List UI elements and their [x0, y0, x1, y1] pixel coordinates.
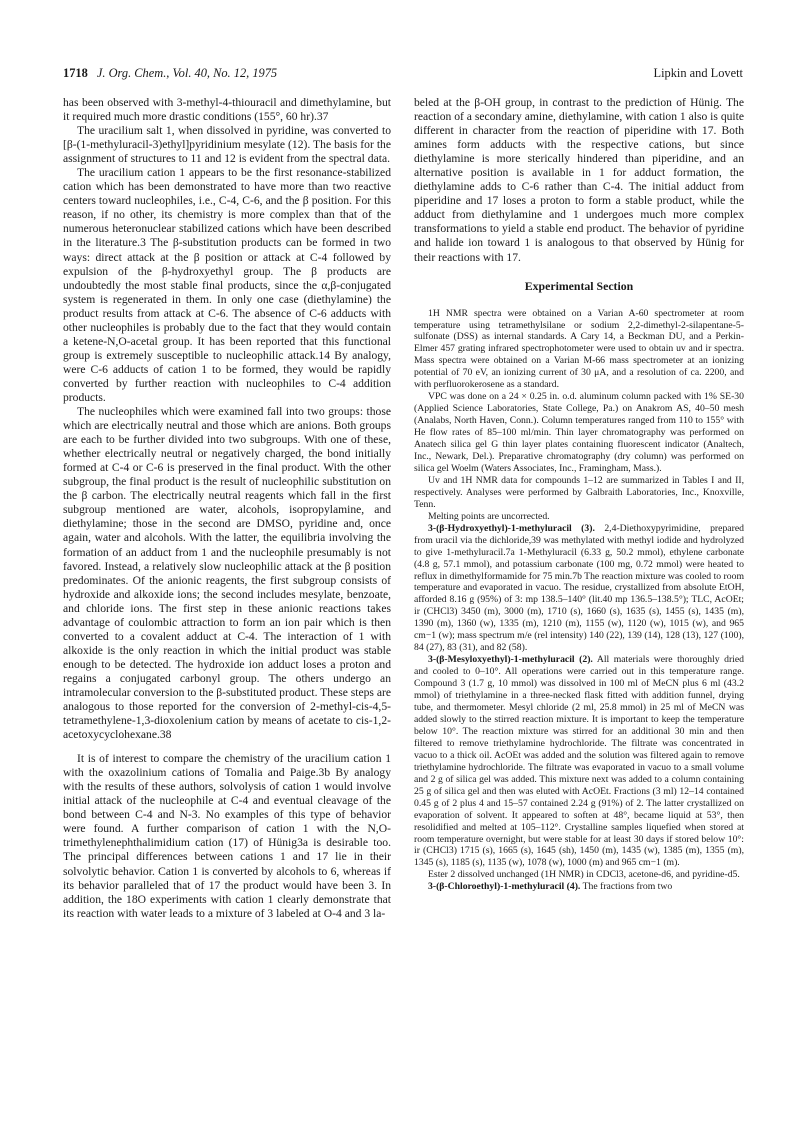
compound-text: 2,4-Diethoxypyrimidine, prepared from uracil via the dichloride,39 was methylated with methyl iodide and hydrolyzed to give 1-methyluracil.7a 1-Methyluracil (6.33 g, 50.2 mmol), ethylene carbonate (4.8 g, 57.1 mmol), and potassium carbonate (100 mg, 0.72 mmol) were heated to reflux in dimethylformamide for 75 min.7b The reaction mixture was cooled to room temperature and evaporated in vacuo. The residue, crystallized from absolute EtOH, afforded 8.16 g (95%) of 3: mp 138.5–140° (lit.40 mp 136.5–138.5°); TLC, AcOEt; ir (CHCl3) 3450 (m), 3000 (m), 1710 (s), 1660 (s), 1635 (s), 1455 (s), 1435 (m), 1390 (m), 1360 (w), 1335 (m), 1210 (m), 1155 (w), 1120 (w), 1015 (w), and 965 cm−1 (w); mass spectrum m/e (rel intensity) 140 (22), 139 (14), 128 (13), 127 (100), 84 (27), 83 (31), and 82 (58).	[414, 522, 744, 654]
compound-heading: 3-(β-Hydroxyethyl)-1-methyluracil (3).	[428, 522, 595, 534]
compound-paragraph	[414, 881, 744, 893]
page-number: 1718	[63, 66, 88, 80]
body-paragraph: The nucleophiles which were examined fall into two groups: those which are electrically neutral and those which are anions. Both groups are each to be further divided into two subgroups. With one of these, whether electrically neutral or negatively charged, the bond initially formed at C-4 or C-6 is preserved in the final product. With the other subgroup, the final product is the result of nucleophilic substitution on the β carbon. The electrically neutral reagents which fall in the first subgroup mentioned are water, alcohols, isopropylamine, and diethylamine; those in the second are DMSO, pyridine and, once again, water and alcohols. With the latter, the equilibria involving the formation of an adduct from 1 and the nucleophile presumably is not favored. Instead, a relatively slow nucleophilic attack at the β position predominates. Of the anionic reagents, the first subgroup consists of hydroxide and alkoxide ions; the second includes mesylate, benzoate, and chloride ions. The first step in these anionic reactions takes advantage of coulombic attraction to form an ion pair which is then converted to a covalent adduct at C-4. The interaction of 1 with alkoxide is the only reaction in which the initial product was stable enough to be detected. The hydroxide ion adduct loses a proton and regains a conjugated carbonyl group. The others undergo an intramolecular conversion to the β-substituted product. These steps are analogous to those reported for the conversion of 2-methyl-cis-4,5-tetramethylene-1,3-dioxolenium cation by means of acetate to cis-1,2-acetoxycyclohexane.38	[63, 405, 391, 742]
experimental-paragraph: Uv and 1H NMR data for compounds 1–12 are summarized in Tables I and II, respectively. Analyses were performed by Galbraith Laboratories, Inc., Knoxville, Tenn.	[414, 474, 744, 510]
compound-paragraph	[414, 654, 744, 869]
body-paragraph: beled at the β-OH group, in contrast to the prediction of Hünig. The reaction of a secondary amine, diethylamine, with cation 1 also is quite different in character from the reaction of piperidine with 17. Both amines form adducts with the respective cations, but since diethylamine is more sterically hindered than piperidine, and an alternative position is available in 1 for adduct formation, the diethylamine adds to C-6 rather than C-4. The initial adduct from piperidine and 17 loses a proton to form a stable product, while the adduct from diethylamine and 1 undergoes much more complex transformations to yield a stable end product. The behavior of pyridine and halide ion toward 1 is analogous to that observed by Hünig for their reactions with 17.	[414, 96, 744, 264]
compound-paragraph	[414, 523, 744, 654]
body-paragraph: The uracilium salt 1, when dissolved in pyridine, was converted to [β-(1-methyluracil-3)ethyl]pyridinium mesylate (12). The basis for the assignment of structures to 11 and 12 is evident from the spectral data.	[63, 124, 391, 166]
body-paragraph: The uracilium cation 1 appears to be the first resonance-stabilized cation which has been demonstrated to have more than two reactive centers toward nucleophiles, i.e., C-4, C-6, and the β position. For this reason, if no other, its chemistry is more complex than that of the numerous heteronuclear stabilized cations which have been described in the literature.3 The β-substitution products can be formed in two ways: direct attack at the β position or attack at C-4 followed by expulsion of the β-hydroxyethyl group. The β products are undoubtedly the most stable final products, since the α,β-conjugated system is regenerated in them. In only one case (diethylamine) the product results from attack at C-6. The absence of C-6 adducts with other nucleophiles is probably due to the fact that they would contain a ketene-N,O-acetal group. It has been reported that this functional group is extremely susceptible to nucleophilic attack.14 By analogy, were C-6 adducts of cation 1 to be formed, they would be rapidly converted by further reaction with nucleophiles to C-4 addition products.	[63, 166, 391, 404]
experimental-paragraph: Melting points are uncorrected.	[428, 510, 550, 522]
experimental-section	[414, 308, 744, 894]
experimental-paragraph: VPC was done on a 24 × 0.25 in. o.d. aluminum column packed with 1% SE-30 (Applied Science Laboratories, State College, Pa.) on Anakrom AS, 40–50 mesh (Analabs, North Haven, Conn.). Column temperatures ranged from 110 to 155° with He flow rates of 85–100 ml/min. Thin layer chromatography was performed on Anatech silica gel G thin layer plates containing fluorescent indicator (Analtech, Inc., Newark, Del.). Preparative chromatography (dry column) was performed on silica gel Woelm (Waters Associates, Inc., Framingham, Mass.).	[414, 391, 744, 474]
section-heading: Experimental Section	[524, 278, 634, 293]
header-authors: Lipkin and Lovett	[653, 66, 743, 80]
experimental-paragraph: 1H NMR spectra were obtained on a Varian A-60 spectrometer at room temperature using tetramethylsilane or sodium 2,2-dimethyl-2-silapentane-5-sulfonate (DSS) as internal standards. A Cary 14, a Beckman DU, and a Perkin-Elmer 457 grating infrared spectrophotometer were used to obtain uv and ir spectra. Mass spectra were obtained on a Varian M-66 mass spectrometer at an ionizing potential of 70 eV, an ionizing current of 30 μA, and a resolution of ca. 2200, and with perfluorokerosene as a standard.	[414, 307, 744, 391]
page-header	[63, 66, 743, 84]
body-paragraph: has been observed with 3-methyl-4-thiouracil and dimethylamine, but it required much more drastic conditions (155°, 60 hr).37	[63, 96, 391, 124]
compound-heading: 3-(β-Mesyloxyethyl)-1-methyluracil (2).	[428, 654, 593, 666]
compound-heading: 3-(β-Chloroethyl)-1-methyluracil (4).	[428, 881, 581, 893]
right-column	[414, 96, 744, 893]
journal-citation: J. Org. Chem., Vol. 40, No. 12, 1975	[96, 66, 278, 80]
left-column	[63, 96, 391, 921]
header-left	[63, 66, 277, 81]
compound-text: All materials were thoroughly dried and cooled to 0–10°. All operations were carried out in this temperature range. Compound 3 (1.7 g, 10 mmol) was dissolved in 100 ml of MeCN plus 6 ml (43.2 mmol) of triethylamine in a three-necked flask fitted with addition funnel, drying tube, and thermometer. Mesyl chloride (2 ml, 25.8 mmol) in 25 ml of MeCN was added slowly to the stirred reaction mixture. It is important to keep the temperature below 10°. The reaction mixture was stirred for an additional 30 min and then filtered to remove triethylamine hydrochloride. The filtrate was concentrated in vacuo to a thick oil. AcOEt was added and the solution was filtered again to remove triethylamine hydrochloride. The filtrate was evaporated in vacuo to a small volume and 2 g of silica gel was added. This mixture next was added to a column containing 25 g of silica gel and then was eluted with AcOEt. Fractions (3 ml) 12–14 contained 0.45 g of 2 plus 4 and 15–57 contained 2.24 g (91%) of 2. The latter crystallized on evaporation of solvent. It appeared to soften at 48°, became liquid at 53°, then resolidified and melted at 105–112°. Crystalline samples liquefied when stored at room temperature overnight, but were stable for at least 30 days if stored below 10°: ir (CHCl3) 1715 (s), 1665 (s), 1645 (sh), 1450 (m), 1435 (w), 1385 (m), 1355 (m), 1345 (s), 1185 (s), 1135 (w), 1078 (w), 1000 (m) and 965 cm−1 (m).	[414, 654, 744, 869]
body-paragraph: It is of interest to compare the chemistry of the uracilium cation 1 with the oxazolinium cations of Tomalia and Paige.3b By analogy with the results of these authors, solvolysis of cation 1 would involve initial attack of the nucleophile at C-4 and eventual cleavage of the bond between C-4 and N-3. No examples of this type of behavior were found. A further comparison of cation 1 with the N,O-trimethylenephthalimidium cation (17) of Hünig3a is desirable too. The principal differences between cations 1 and 17 lie in their solvolytic behavior. Cation 1 is converted by alcohols to 6, whereas if its behavior paralleled that of 17 the product would have been 3. In addition, the 18O experiments with cation 1 clearly demonstrate that its reaction with water leads to a mixture of 3 labeled at O-4 and 3 la-	[63, 752, 391, 920]
compound-text: The fractions from two	[580, 881, 673, 893]
experimental-paragraph: Ester 2 dissolved unchanged (1H NMR) in CDCl3, acetone-d6, and pyridine-d5.	[428, 869, 740, 881]
